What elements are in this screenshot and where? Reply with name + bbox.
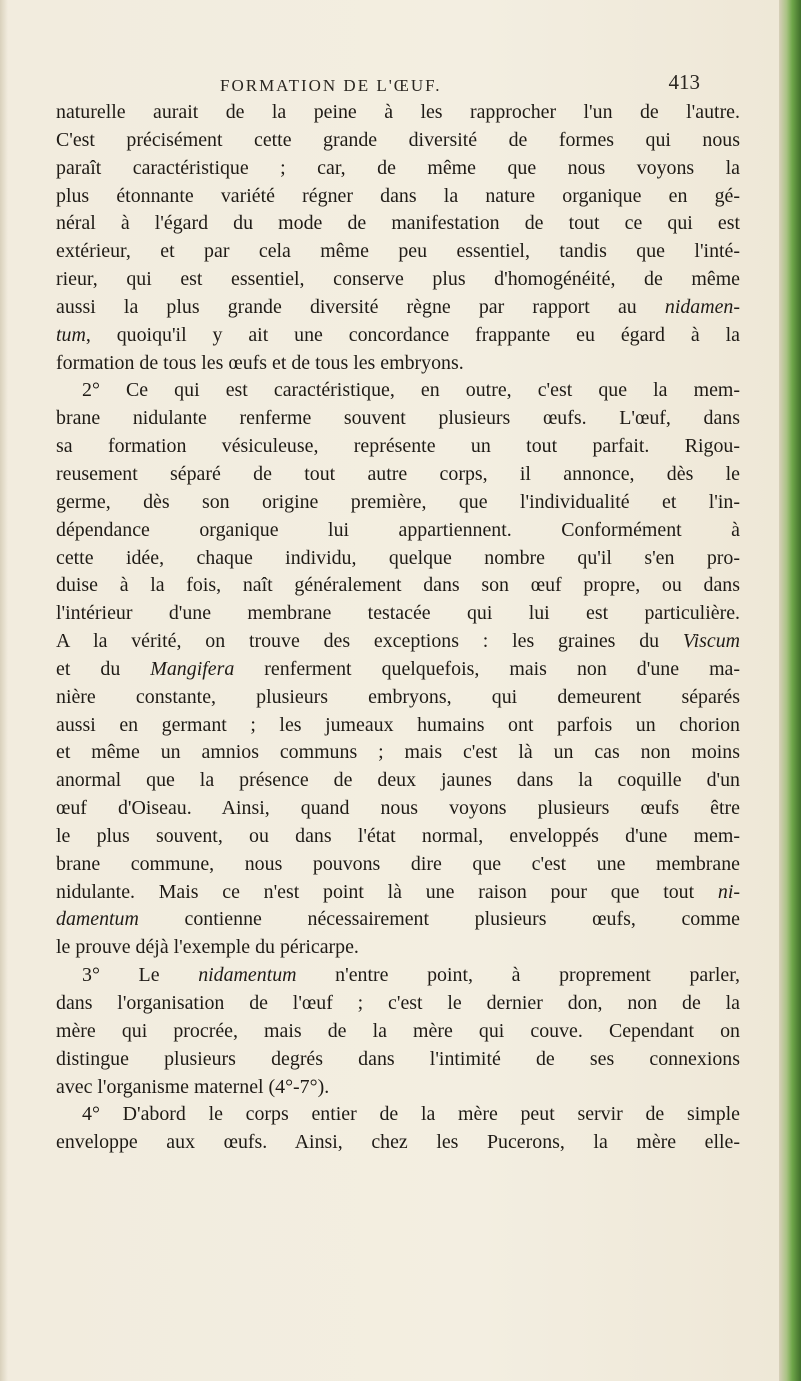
- text-run: aussi la plus grande diversité règne par rapport au: [56, 295, 665, 318]
- text-line: [56, 934, 740, 962]
- text-run: formation de tous les œufs et de tous les embryons.: [56, 351, 464, 374]
- text-line: [56, 489, 740, 517]
- italic-term: nidamentum: [198, 964, 297, 987]
- italic-term: Viscum: [682, 630, 740, 653]
- text-run: enveloppe aux œufs. Ainsi, chez les Pucerons, la mère elle-: [56, 1131, 740, 1154]
- text-line: [56, 684, 740, 712]
- text-run: A la vérité, on trouve des exceptions : les graines du: [56, 630, 683, 653]
- text-run: et du: [56, 657, 151, 680]
- text-run: œuf d'Oiseau. Ainsi, quand nous voyons plusieurs œufs être: [56, 797, 740, 820]
- text-run: plus étonnante variété régner dans la nature organique en gé-: [56, 184, 740, 207]
- text-line: [56, 433, 740, 461]
- text-line: [56, 99, 740, 127]
- text-line: [56, 155, 740, 183]
- page-gutter-shadow: [0, 0, 8, 1381]
- text-line: [56, 823, 740, 851]
- text-run: contienne nécessairement plusieurs œufs, comme: [138, 908, 740, 931]
- italic-term: nidamen-: [664, 295, 740, 318]
- italic-term: damentum: [56, 908, 139, 931]
- text-line: [56, 906, 740, 934]
- text-line: [56, 600, 740, 628]
- text-run: anormal que la présence de deux jaunes dans la coquille d'un: [56, 769, 740, 792]
- running-title: FORMATION DE L'ŒUF.: [220, 76, 442, 95]
- italic-term: Mangifera: [150, 657, 235, 680]
- text-line: [56, 851, 740, 879]
- text-run: le plus souvent, ou dans l'état normal, enveloppés d'une mem-: [56, 824, 740, 847]
- text-line: [56, 990, 740, 1018]
- text-line: [56, 294, 740, 322]
- text-line: [56, 1074, 740, 1102]
- text-run: l'intérieur d'une membrane testacée qui lui est particulière.: [56, 602, 740, 625]
- text-run: et même un amnios communs ; mais c'est là un cas non moins: [56, 741, 740, 764]
- text-line: [56, 517, 740, 545]
- text-run: germe, dès son origine première, que l'individualité et l'in-: [56, 490, 740, 513]
- page-number: 413: [668, 70, 700, 94]
- text-run: extérieur, et par cela même peu essentiel, tandis que l'inté-: [56, 240, 740, 263]
- text-run: avec l'organisme maternel (4°-7°).: [56, 1075, 330, 1098]
- text-run: aussi en germant ; les jumeaux humains ont parfois un chorion: [56, 713, 740, 736]
- text-line: [56, 545, 740, 573]
- text-run: cette idée, chaque individu, quelque nombre qu'il s'en pro-: [56, 546, 740, 569]
- text-run: 2° Ce qui est caractéristique, en outre, c'est que la mem-: [82, 379, 740, 402]
- text-run: brane commune, nous pouvons dire que c'est une membrane: [56, 852, 740, 875]
- text-line: [56, 461, 740, 489]
- running-header: [220, 70, 700, 102]
- italic-term: ni-: [717, 880, 740, 903]
- text-run: 4° D'abord le corps entier de la mère peut servir de simple: [82, 1103, 740, 1126]
- text-line: [56, 1129, 740, 1157]
- text-line: [56, 879, 740, 907]
- text-line: [56, 962, 740, 990]
- text-line: [56, 266, 740, 294]
- text-line: [56, 656, 740, 684]
- text-run: dans l'organisation de l'œuf ; c'est le dernier don, non de la: [56, 992, 740, 1014]
- text-line: [56, 183, 740, 211]
- text-run: naturelle aurait de la peine à les rapprocher l'un de l'autre.: [56, 101, 740, 123]
- text-run: dépendance organique lui appartiennent. Conformément à: [56, 518, 740, 541]
- text-run: C'est précisément cette grande diversité de formes qui nous: [56, 128, 740, 151]
- text-run: sa formation vésiculeuse, représente un tout parfait. Rigou-: [56, 435, 740, 458]
- text-run: reusement séparé de tout autre corps, il annonce, dès le: [56, 462, 740, 485]
- text-run: duise à la fois, naît généralement dans son œuf propre, ou dans: [56, 574, 740, 597]
- body-text: [56, 99, 740, 1157]
- text-line: [56, 767, 740, 795]
- text-line: [56, 1018, 740, 1046]
- text-line: [56, 712, 740, 740]
- text-run: nière constante, plusieurs embryons, qui demeurent séparés: [56, 685, 740, 708]
- text-line: [56, 1046, 740, 1074]
- text-run: brane nidulante renferme souvent plusieurs œufs. L'œuf, dans: [56, 407, 740, 430]
- text-run: le prouve déjà l'exemple du péricarpe.: [56, 936, 359, 959]
- text-run: distingue plusieurs degrés dans l'intimité de ses connexions: [56, 1047, 740, 1070]
- text-line: [56, 572, 740, 600]
- text-line: [56, 238, 740, 266]
- text-line: [56, 628, 740, 656]
- page-edge-border: [779, 0, 801, 1381]
- text-run: , quoiqu'il y ait une concordance frappante eu égard à la: [85, 323, 740, 346]
- text-line: [56, 377, 740, 405]
- text-line: [56, 322, 740, 350]
- text-run: 3° Le: [82, 964, 199, 987]
- text-line: [56, 795, 740, 823]
- text-run: mère qui procrée, mais de la mère qui couve. Cependant on: [56, 1019, 740, 1042]
- text-run: n'entre point, à proprement parler,: [296, 964, 740, 987]
- text-run: rieur, qui est essentiel, conserve plus d'homogénéité, de même: [56, 268, 740, 291]
- text-run: paraît caractéristique ; car, de même que nous voyons la: [56, 156, 740, 179]
- text-run: néral à l'égard du mode de manifestation de tout ce qui est: [56, 212, 740, 235]
- text-line: [56, 405, 740, 433]
- text-run: renferment quelquefois, mais non d'une ma-: [234, 657, 740, 680]
- text-line: [56, 739, 740, 767]
- text-line: [56, 1101, 740, 1129]
- text-line: [56, 127, 740, 155]
- text-line: [56, 350, 740, 378]
- italic-term: tum: [56, 323, 86, 346]
- text-line: [56, 210, 740, 238]
- text-run: nidulante. Mais ce n'est point là une raison pour que tout: [56, 880, 718, 903]
